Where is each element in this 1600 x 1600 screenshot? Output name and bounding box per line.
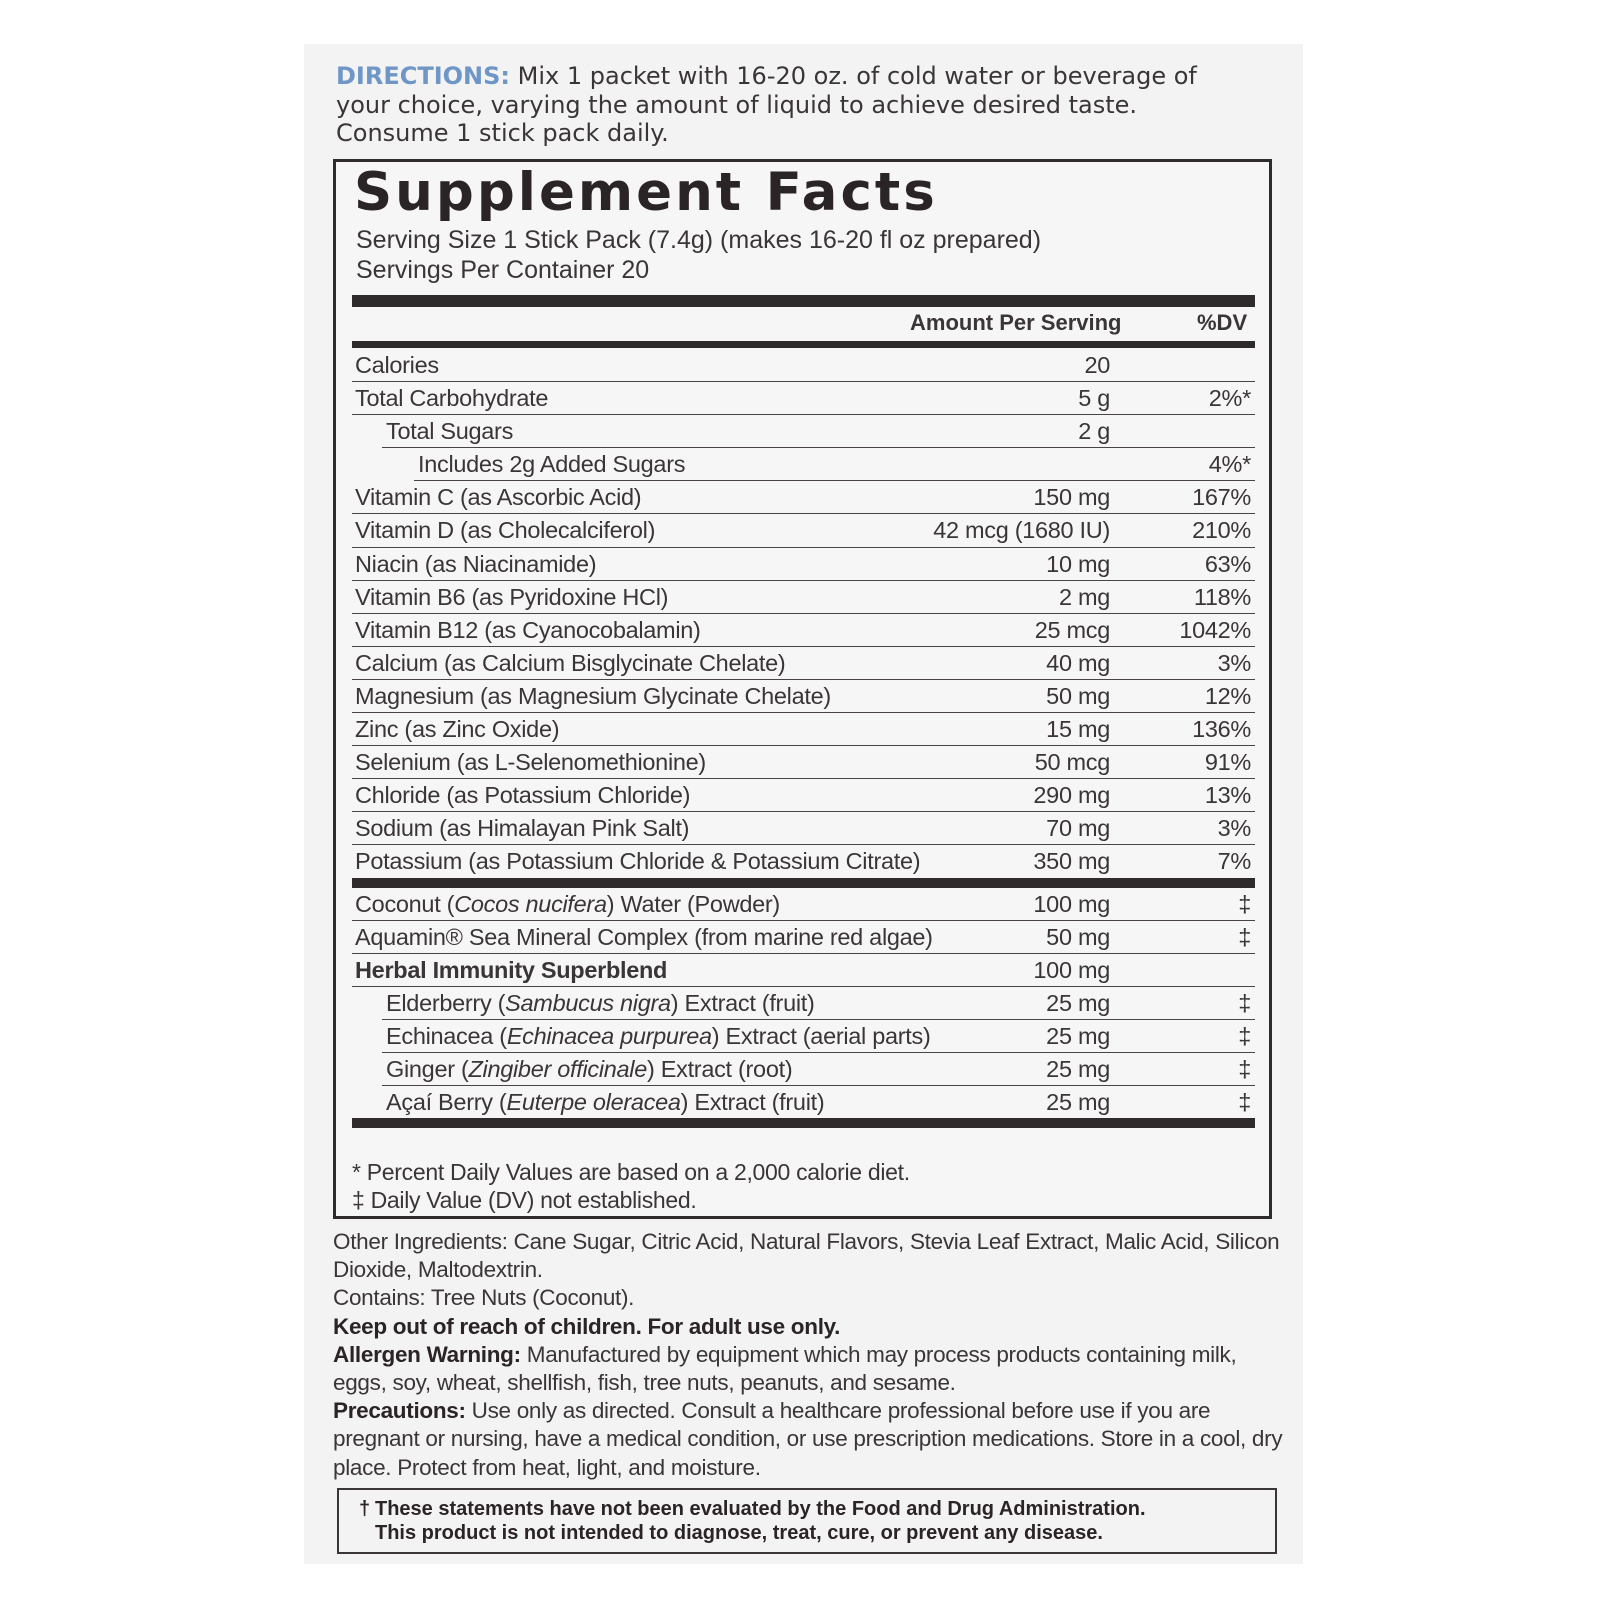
ingredient-dv: ‡ [1238, 923, 1251, 950]
other-info [333, 1228, 1283, 1482]
table-row [382, 1020, 1255, 1053]
table-row [352, 1086, 1255, 1128]
nutrient-dv: 210% [1192, 517, 1251, 544]
table-row [352, 680, 1255, 713]
nutrient-name: Vitamin B12 (as Cyanocobalamin) [355, 616, 701, 643]
table-row [382, 1053, 1255, 1086]
table-row [414, 448, 1255, 481]
ingredient-dv: ‡ [1238, 1089, 1251, 1116]
nutrient-name: Total Carbohydrate [355, 385, 549, 412]
contains-statement: Contains: Tree Nuts (Coconut). [333, 1285, 635, 1311]
footnotes [352, 1158, 910, 1214]
precautions: Precautions: Use only as directed. Consult a healthcare professional before use if you are pregnant or nursing, have a medical condition, or use prescription medications. Store in a cool, dry place. Protect from heat, light, and moisture. [333, 1398, 1283, 1480]
nutrient-dv: 167% [1192, 484, 1251, 511]
table-row [382, 415, 1255, 448]
nutrient-amount: 40 mg [1046, 649, 1110, 676]
nutrient-table [352, 349, 1255, 1128]
nutrient-amount: 2 mg [1058, 583, 1110, 610]
nutrient-amount: 50 mg [1046, 682, 1110, 709]
nutrient-dv: 4%* [1208, 451, 1251, 478]
header-amount: Amount Per Serving [910, 310, 1122, 335]
nutrient-amount: 70 mg [1046, 815, 1110, 842]
table-row [352, 382, 1255, 415]
ingredient-amount: 50 mg [1046, 923, 1110, 950]
table-row [382, 987, 1255, 1020]
ingredient-amount: 25 mg [1046, 1055, 1110, 1082]
nutrient-amount: 10 mg [1046, 550, 1110, 577]
medium-divider [352, 341, 1255, 348]
ingredient-dv: ‡ [1238, 890, 1251, 917]
directions [336, 62, 1236, 148]
nutrient-name: Vitamin C (as Ascorbic Acid) [355, 484, 642, 511]
thick-divider [352, 295, 1255, 307]
table-row [352, 713, 1255, 746]
nutrient-name: Selenium (as L-Selenomethionine) [355, 749, 706, 776]
nutrient-dv: 7% [1217, 848, 1251, 875]
blend-amount: 100 mg [1033, 956, 1110, 983]
nutrient-dv: 136% [1192, 716, 1251, 743]
table-row [352, 779, 1255, 812]
table-row [352, 921, 1255, 954]
header-dv: %DV [1197, 310, 1248, 335]
directions-label: DIRECTIONS: [336, 62, 511, 90]
ingredient-amount: 25 mg [1046, 1022, 1110, 1049]
nutrient-name: Chloride (as Potassium Chloride) [355, 782, 691, 809]
dagger-mark: † [359, 1498, 371, 1520]
keep-out-warning: Keep out of reach of children. For adult use only. [333, 1313, 841, 1339]
nutrient-name: Magnesium (as Magnesium Glycinate Chelate) [355, 682, 831, 709]
servings-per-container: Servings Per Container 20 [356, 256, 650, 284]
ingredient-name: Aquamin® Sea Mineral Complex (from marine red algae) [355, 923, 933, 950]
ingredient-name: Elderberry (Sambucus nigra) Extract (fruit) [386, 989, 815, 1016]
nutrient-name: Sodium (as Himalayan Pink Salt) [355, 815, 690, 842]
ingredient-name: Echinacea (Echinacea purpurea) Extract (aerial parts) [386, 1022, 931, 1049]
nutrient-dv: 12% [1204, 682, 1251, 709]
nutrient-amount: 2 g [1078, 418, 1110, 445]
nutrient-amount: 150 mg [1033, 484, 1110, 511]
table-row [352, 349, 1255, 382]
nutrient-name: Total Sugars [386, 418, 514, 445]
nutrient-amount: 5 g [1078, 385, 1110, 412]
ingredient-amount: 25 mg [1046, 1089, 1110, 1116]
nutrient-amount: 42 mcg (1680 IU) [933, 517, 1110, 544]
serving-info [356, 225, 1041, 285]
footnote-dv-not-established: ‡ Daily Value (DV) not established. [352, 1187, 697, 1213]
nutrient-name: Calories [355, 352, 439, 378]
table-row [352, 514, 1255, 547]
fda-line-1: † These statements have not been evaluated by the Food and Drug Administration. [359, 1498, 1146, 1520]
table-row [352, 481, 1255, 514]
nutrient-dv: 3% [1217, 649, 1251, 676]
table-row [352, 746, 1255, 779]
table-row [352, 845, 1255, 887]
table-row [352, 614, 1255, 647]
table-row [352, 548, 1255, 581]
nutrient-dv: 91% [1204, 749, 1251, 776]
directions-text: Mix 1 packet with 16-20 oz. of cold water or beverage of your choice, varying the amount of liquid to achieve desired taste. Consume 1 stick pack daily. [336, 62, 1197, 147]
serving-size: Serving Size 1 Stick Pack (7.4g) (makes 16-20 fl oz prepared) [356, 226, 1042, 254]
supplement-facts-title: Supplement Facts [354, 162, 938, 223]
nutrient-name: Zinc (as Zinc Oxide) [355, 716, 560, 743]
nutrient-name: Potassium (as Potassium Chloride & Potassium Citrate) [355, 848, 921, 875]
ingredient-amount: 100 mg [1033, 890, 1110, 917]
nutrient-name: Niacin (as Niacinamide) [355, 550, 597, 577]
table-row [352, 954, 1255, 987]
table-row [352, 647, 1255, 680]
nutrient-dv: 118% [1193, 583, 1251, 610]
ingredient-dv: ‡ [1238, 1022, 1251, 1049]
table-row [352, 581, 1255, 614]
table-row [352, 888, 1255, 921]
nutrient-amount: 20 [1084, 352, 1110, 378]
ingredient-dv: ‡ [1238, 1055, 1251, 1082]
nutrient-dv: 1042% [1179, 616, 1251, 643]
ingredient-amount: 25 mg [1046, 989, 1110, 1016]
footnote-percent-dv: * Percent Daily Values are based on a 2,000 calorie diet. [352, 1159, 910, 1185]
nutrient-amount: 15 mg [1046, 716, 1110, 743]
ingredient-name: Ginger (Zingiber officinale) Extract (root) [386, 1055, 793, 1082]
fda-line-2: This product is not intended to diagnose, treat, cure, or prevent any disease. [375, 1522, 1103, 1544]
nutrient-amount: 25 mcg [1034, 616, 1110, 643]
nutrient-name: Vitamin D (as Cholecalciferol) [355, 517, 656, 544]
nutrient-name: Includes 2g Added Sugars [418, 451, 686, 478]
ingredient-name: Açaí Berry (Euterpe oleracea) Extract (fruit) [386, 1089, 825, 1116]
nutrient-name: Vitamin B6 (as Pyridoxine HCl) [355, 583, 669, 610]
nutrient-dv: 63% [1204, 550, 1251, 577]
nutrient-dv: 3% [1217, 815, 1251, 842]
ingredient-name: Coconut (Cocos nucifera) Water (Powder) [355, 890, 780, 917]
nutrient-name: Calcium (as Calcium Bisglycinate Chelate) [355, 649, 786, 676]
allergen-warning: Allergen Warning: Manufactured by equipment which may process products containing milk, eggs, soy, wheat, shellfish, fish, tree nuts, peanuts, and sesame. [333, 1341, 1237, 1396]
table-row [352, 812, 1255, 845]
nutrient-dv: 13% [1204, 782, 1251, 809]
other-ingredients: Other Ingredients: Cane Sugar, Citric Acid, Natural Flavors, Stevia Leaf Extract, Malic Acid, Silicon Dioxide, Maltodextrin. [333, 1229, 1280, 1283]
nutrient-amount: 350 mg [1033, 848, 1110, 875]
blend-name: Herbal Immunity Superblend [355, 956, 668, 983]
nutrient-dv: 2%* [1208, 385, 1251, 412]
nutrient-amount: 50 mcg [1034, 749, 1110, 776]
fda-disclaimer [337, 1488, 1277, 1554]
ingredient-dv: ‡ [1238, 989, 1251, 1016]
nutrient-amount: 290 mg [1033, 782, 1110, 809]
